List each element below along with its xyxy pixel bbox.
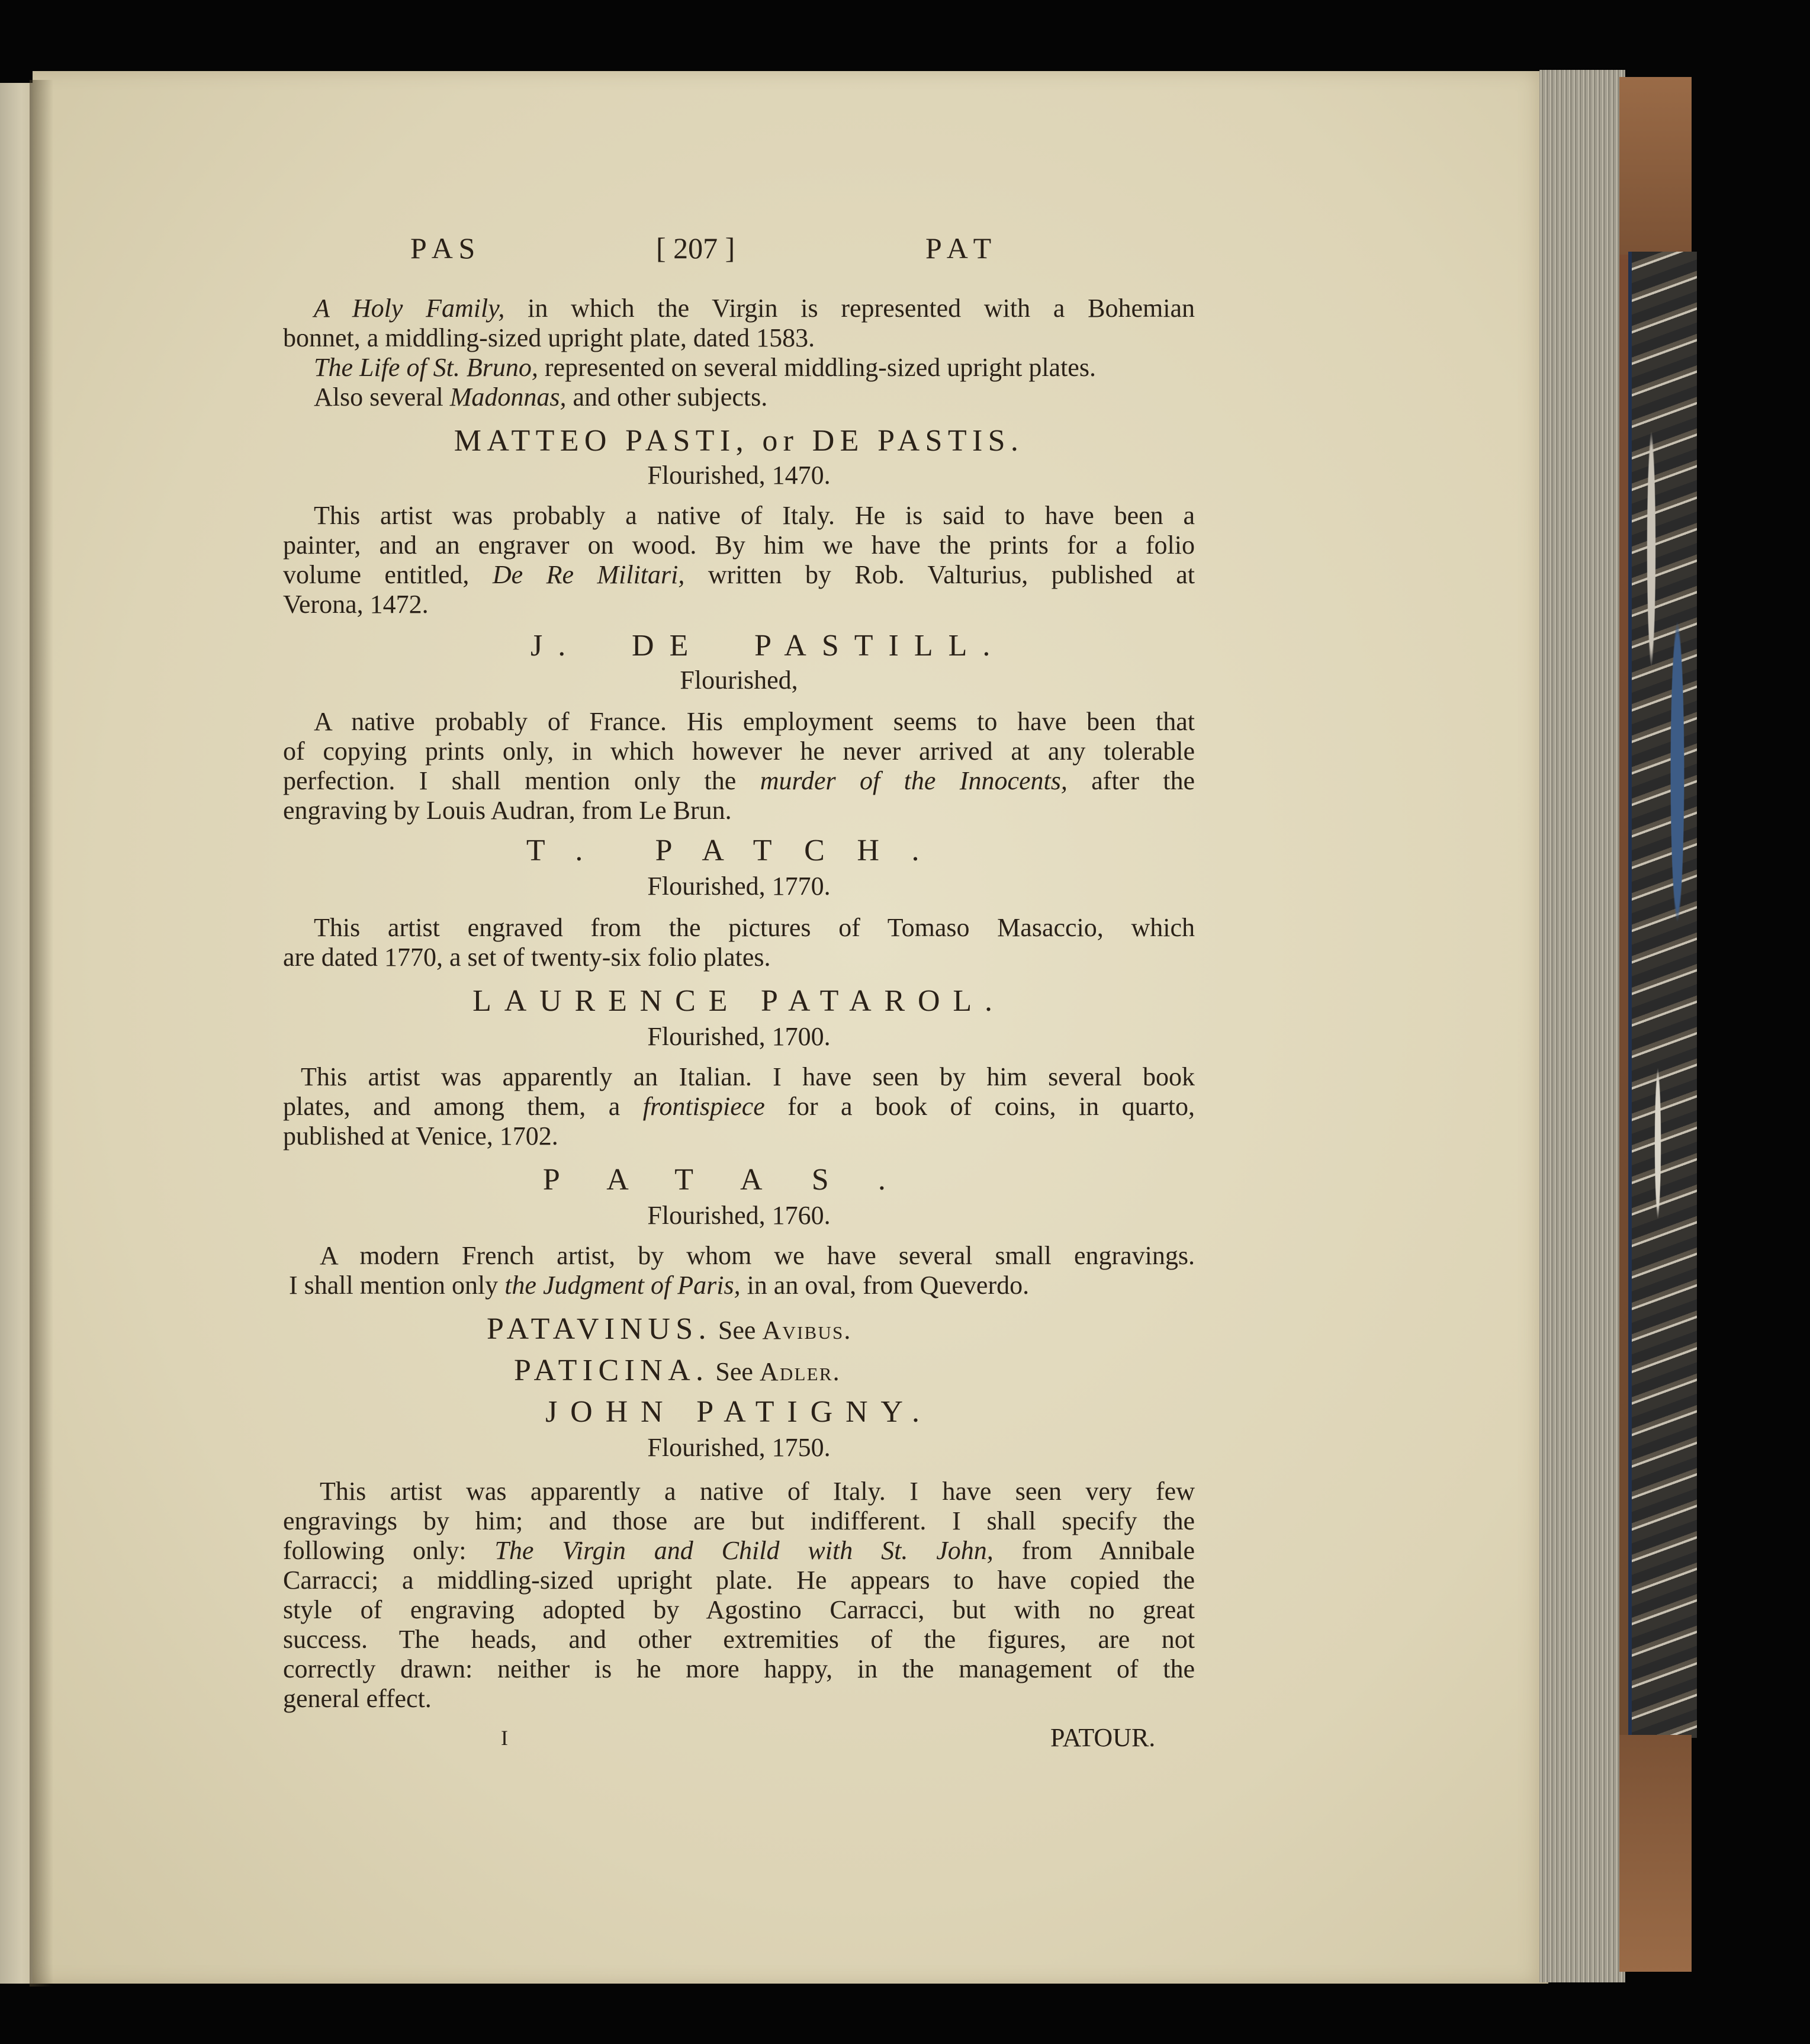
entry-heading: JOHN PATIGNY. [545,1395,933,1429]
flourished-line: Flourished, 1760. [647,1201,831,1230]
gutter-shadow [30,80,53,1987]
text-line: engravings by him; and those are but indifferent. I shall specify the [283,1506,1195,1535]
flourished-line: Flourished, 1470. [647,461,831,490]
text-line: volume entitled, De Re Militari, written by Rob. Valturius, published at [283,560,1195,589]
running-head-left: P A S [410,232,475,265]
text-line: success. The heads, and other extremities of the figures, are not [283,1625,1195,1654]
text-line: I shall mention only the Judgment of Paris, in an oval, from Queverdo. [289,1271,1030,1300]
text-line: The Life of St. Bruno, represented on several middling-sized upright plates. [314,353,1096,382]
text-line: engraving by Louis Audran, from Le Brun. [283,796,732,825]
text-line: A modern French artist, by whom we have several small engravings. [320,1241,1195,1270]
flourished-line: Flourished, 1770. [647,872,831,901]
cross-reference: PATICINA. See Adler. [514,1354,841,1387]
text-line: following only: The Virgin and Child with St. John, from Annibale [283,1536,1195,1565]
text-line: Also several Madonnas, and other subjects. [314,383,768,412]
page-edges [1539,70,1625,1982]
text-line: This artist was apparently an Italian. I have seen by him several book [301,1062,1195,1091]
text-line: A native probably of France. His employment seems to have been that [314,707,1195,736]
running-head-right: P A T [925,232,992,265]
text-line: general effect. [283,1684,432,1713]
text-line: style of engraving adopted by Agostino Carracci, but with no great [283,1595,1195,1624]
leather-corner-top [1619,77,1692,255]
entry-heading: MATTEO PASTI, or DE PASTIS. [454,424,1024,458]
text-line: published at Venice, 1702. [283,1121,558,1150]
marbled-board [1628,252,1697,1738]
text-line: Carracci; a middling-sized upright plate. He appears to have copied the [283,1566,1195,1595]
flourished-line: Flourished, 1700. [647,1022,831,1051]
text-line: bonnet, a middling-sized upright plate, dated 1583. [283,323,815,352]
text-line: painter, and an engraver on wood. By him we have the prints for a folio [283,531,1195,560]
text-line: of copying prints only, in which however he never arrived at any tolerable [283,737,1195,766]
entry-heading: LAURENCE PATAROL. [472,984,1005,1018]
text-line: This artist was probably a native of Italy. He is said to have been a [314,501,1195,530]
text-line: A Holy Family, in which the Virgin is represented with a Bohemian [314,294,1195,323]
text-line: perfection. I shall mention only the murder of the Innocents, after the [283,766,1195,795]
entry-heading: T. PATCH. [526,834,952,867]
text-line: This artist was apparently a native of Italy. I have seen very few [320,1477,1195,1506]
flourished-line: Flourished, 1750. [647,1433,831,1462]
catchword: PATOUR. [1050,1723,1156,1752]
text-line: Verona, 1472. [283,590,429,619]
signature-mark: I [501,1726,508,1750]
text-line: plates, and among them, a frontispiece for a book of coins, in quarto, [283,1092,1195,1121]
entry-heading: J. DE PASTILL. [531,629,1006,663]
leather-corner-bottom [1619,1735,1692,1972]
flourished-line: Flourished, [680,666,798,695]
page-number: [ 207 ] [656,232,735,265]
text-line: are dated 1770, a set of twenty-six folio plates. [283,943,771,972]
entry-heading: PATAS. [542,1163,935,1197]
text-line: correctly drawn: neither is he more happy, in the management of the [283,1654,1195,1683]
text-line: This artist engraved from the pictures of Tomaso Masaccio, which [314,913,1195,942]
cross-reference: PATAVINUS. See Avibus. [487,1312,852,1346]
